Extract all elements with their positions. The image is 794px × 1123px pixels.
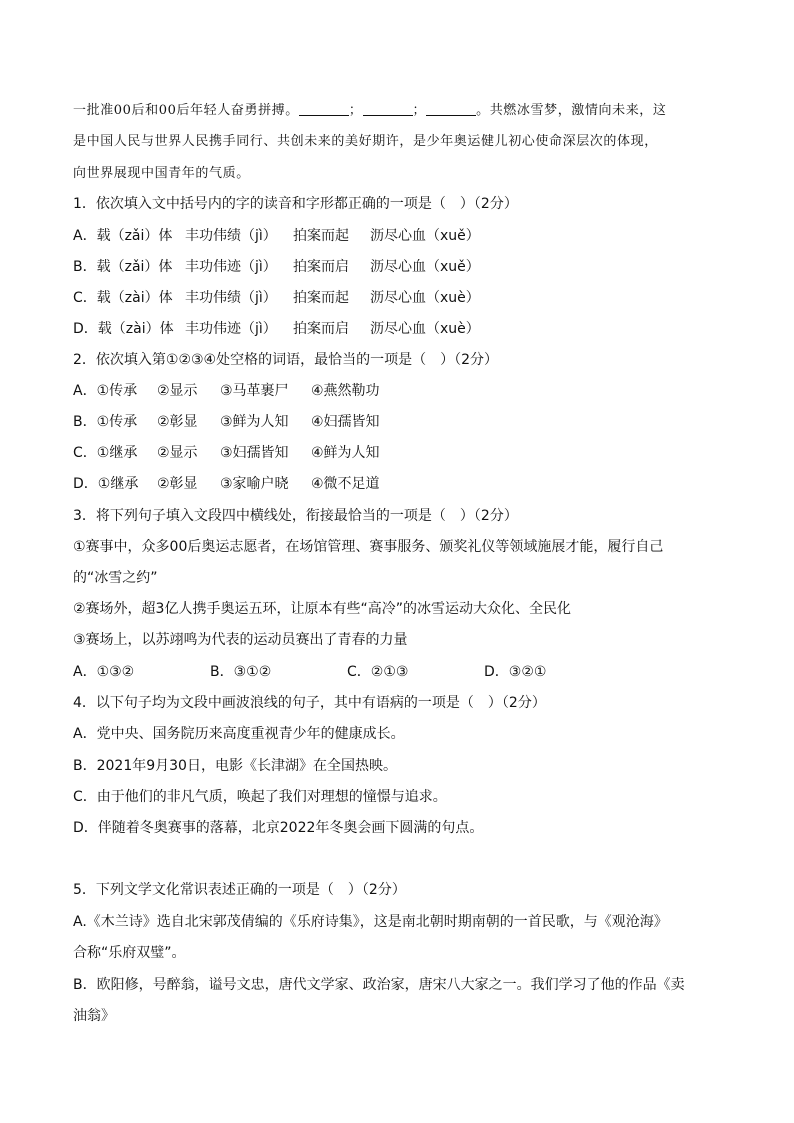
question-2-option-a xyxy=(73,381,380,401)
intro-line-2: 是中国人民与世界人民携手同行、共创未来的美好期许，是少年奥运健儿初心使命深层次的体现， xyxy=(73,134,658,149)
intro-sep-1: ； xyxy=(348,103,363,118)
question-4-option-c: C．由于他们的非凡气质，唤起了我们对理想的憧憬与追求。 xyxy=(73,789,447,805)
option-part: 丰功伟绩（jì） xyxy=(185,290,277,306)
option-part: ④妇孺皆知 xyxy=(311,414,380,430)
option-part: ②显示 xyxy=(157,383,198,399)
question-2-option-d xyxy=(73,474,380,494)
option-part: ④鲜为人知 xyxy=(311,445,380,461)
option-part: 拍案而起 xyxy=(293,290,349,306)
option-part: 沥尽心血（xuě） xyxy=(370,228,480,244)
intro-line-1-end: 。共燃冰雪梦，激情向未来，这 xyxy=(476,103,667,118)
question-3-sentence-3: ③赛场上，以苏翊鸣为代表的运动员赛出了青春的力量 xyxy=(73,632,408,648)
question-3-options xyxy=(73,662,546,682)
option-part: 拍案而启 xyxy=(293,321,349,337)
question-4-stem: 4．以下句子均为文段中画波浪线的句子，其中有语病的一项是（ ）（2分） xyxy=(73,695,546,711)
intro-line-1-start: 一批准00后和00后年轻人奋勇拼搏。 xyxy=(73,103,299,118)
question-3-option-a: A．①③② xyxy=(73,664,135,680)
question-4-option-a: A．党中央、国务院历来高度重视青少年的健康成长。 xyxy=(73,726,405,742)
intro-sep-2: ； xyxy=(412,103,427,118)
fill-blank-2[interactable] xyxy=(363,101,413,116)
option-part: 沥尽心血（xuè） xyxy=(370,321,480,337)
question-5-option-b-line-2: 油翁》 xyxy=(73,1008,115,1024)
question-2-option-b xyxy=(73,412,380,432)
option-part: B．载（zǎi）体 xyxy=(73,259,173,275)
question-1-stem: 1．依次填入文中括号内的字的读音和字形都正确的一项是（ ）（2分） xyxy=(73,196,518,212)
question-3-option-d: D．③②① xyxy=(484,664,547,680)
option-part: A．①传承 xyxy=(73,383,138,399)
option-part: A．载（zǎi）体 xyxy=(73,228,173,244)
intro-line-3: 向世界展现中国青年的气质。 xyxy=(73,166,250,181)
option-part: ③鲜为人知 xyxy=(220,414,289,430)
question-5-stem: 5．下列文学文化常识表述正确的一项是（ ）（2分） xyxy=(73,882,406,898)
option-part: 沥尽心血（xuě） xyxy=(370,259,480,275)
question-5-option-a-line-2: 合称“乐府双璧”。 xyxy=(73,945,186,961)
option-part: ③妇孺皆知 xyxy=(220,445,289,461)
option-part: 丰功伟迹（jì） xyxy=(185,259,277,275)
question-3-stem: 3．将下列句子填入文段四中横线处，衔接最恰当的一项是（ ）（2分） xyxy=(73,508,518,524)
option-part: D．①继承 xyxy=(73,476,139,492)
question-1-option-d xyxy=(73,319,480,339)
question-3-sentence-2: ②赛场外，超3亿人携手奥运五环，让原本有些“高冷”的冰雪运动大众化、全民化 xyxy=(73,601,571,617)
question-3-sentence-1-a: ①赛事中，众多00后奥运志愿者，在场馆管理、赛事服务、颁奖礼仪等领域施展才能，履行自己 xyxy=(73,539,664,555)
question-3-option-c: C．②①③ xyxy=(347,664,409,680)
option-part: ②显示 xyxy=(157,445,198,461)
question-4-option-d: D．伴随着冬奥赛事的落幕，北京2022年冬奥会画下圆满的句点。 xyxy=(73,820,484,836)
option-part: D．载（zài）体 xyxy=(73,321,174,337)
option-part: ②彰显 xyxy=(157,476,198,492)
question-1-option-b xyxy=(73,257,480,277)
option-part: ④燕然勒功 xyxy=(311,383,380,399)
option-part: C．①继承 xyxy=(73,445,138,461)
option-part: ②彰显 xyxy=(157,414,198,430)
option-part: 丰功伟绩（jì） xyxy=(185,228,277,244)
option-part: ③马革裹尸 xyxy=(220,383,289,399)
option-part: C．载（zài）体 xyxy=(73,290,173,306)
fill-blank-1[interactable] xyxy=(299,101,349,116)
option-part: ④微不足道 xyxy=(311,476,380,492)
option-part: 拍案而启 xyxy=(293,259,349,275)
option-part: 拍案而起 xyxy=(293,228,349,244)
question-3-option-b: B．③①② xyxy=(210,664,272,680)
intro-line-1 xyxy=(73,101,667,121)
question-3-sentence-1-b: 的“冰雪之约” xyxy=(73,570,158,586)
fill-blank-3[interactable] xyxy=(426,101,476,116)
question-1-option-a xyxy=(73,226,480,246)
option-part: ③家喻户晓 xyxy=(220,476,289,492)
question-1-option-c xyxy=(73,288,480,308)
question-4-option-b: B．2021年9月30日，电影《长津湖》在全国热映。 xyxy=(73,758,397,774)
option-part: 丰功伟迹（jì） xyxy=(185,321,277,337)
question-2-stem: 2．依次填入第①②③④处空格的词语，最恰当的一项是（ ）（2分） xyxy=(73,352,499,368)
question-5-option-a-line-1: A.《木兰诗》选自北宋郭茂倩编的《乐府诗集》，这是南北朝时期南朝的一首民歌，与《观沧海》 xyxy=(73,914,668,930)
option-part: 沥尽心血（xuè） xyxy=(370,290,480,306)
question-5-option-b-line-1: B．欧阳修，号醉翁，谥号文忠，唐代文学家、政治家，唐宋八大家之一。我们学习了他的作品《卖 xyxy=(73,977,685,993)
option-part: B．①传承 xyxy=(73,414,138,430)
question-2-option-c xyxy=(73,443,380,463)
